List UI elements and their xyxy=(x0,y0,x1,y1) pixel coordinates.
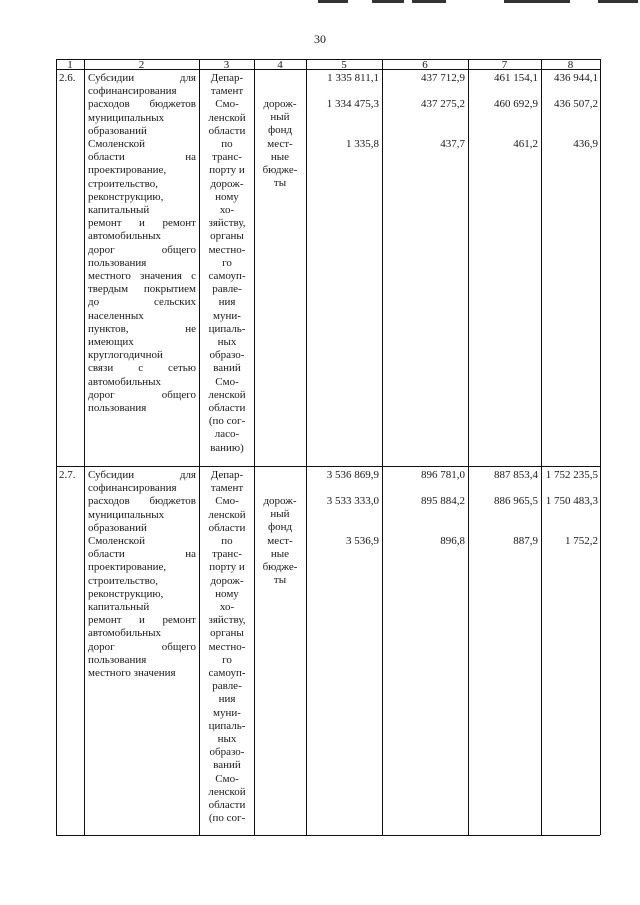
amount-cell: 895 884,2 xyxy=(421,495,465,507)
funding-source-line: ты xyxy=(273,177,287,190)
description-line: капитальный xyxy=(88,601,150,613)
description-line: проектирование, xyxy=(88,164,167,177)
executor-line: Депар- xyxy=(210,72,244,84)
funding-source-line: дорож- xyxy=(263,98,297,110)
funding-source-line: ный xyxy=(270,111,290,124)
scan-artifact-top xyxy=(504,0,570,3)
executor-line: ленской xyxy=(208,508,246,521)
scan-artifact-top xyxy=(372,0,404,3)
executor-line: равле- xyxy=(212,680,242,693)
description-line: связи с сетью xyxy=(88,362,196,375)
description-line: муниципальных xyxy=(88,111,165,124)
funding-source-line: мест- xyxy=(267,534,293,547)
description-line: Смоленской xyxy=(88,535,145,547)
col-header-5: 5 xyxy=(341,59,347,71)
executor-line: ных xyxy=(217,733,237,745)
description-line: круглогодичной xyxy=(88,349,163,362)
description-line: населенных xyxy=(88,309,144,322)
amount-cell: 1 335 811,1 xyxy=(327,72,379,84)
executor-line: ных xyxy=(217,336,237,348)
amount-cell: 887 853,4 xyxy=(494,469,538,481)
executor-line: области xyxy=(208,521,246,534)
description-line: Субсидии для xyxy=(88,469,196,481)
executor-line: зяйству, xyxy=(208,614,246,627)
funding-source-line: ный xyxy=(270,508,290,521)
executor-line: по xyxy=(221,535,233,547)
description-line: ремонт и ремонт xyxy=(88,217,196,230)
executor-line: самоуп- xyxy=(208,667,246,679)
executor-line: ленской xyxy=(208,111,246,124)
amount-cell: 437,7 xyxy=(440,138,465,150)
description-line: области на xyxy=(88,151,196,164)
page-number: 30 xyxy=(314,32,326,46)
amount-cell: 887,9 xyxy=(513,535,538,547)
scan-artifact-top xyxy=(318,0,348,3)
funding-source-line: ты xyxy=(273,574,287,587)
budget-table xyxy=(56,59,600,835)
description-line: капитальный xyxy=(88,204,150,216)
description-line: софинансирования xyxy=(88,482,177,495)
executor-line: Смо- xyxy=(215,772,239,785)
row-number: 2.6. xyxy=(59,72,76,84)
col-header-8: 8 xyxy=(567,59,574,71)
description-line: проектирование, xyxy=(88,561,167,574)
executor-line: ленской xyxy=(208,785,246,798)
funding-source-line: бюдже- xyxy=(262,164,298,176)
description-line: софинансирования xyxy=(88,85,177,98)
scan-artifact-top xyxy=(598,0,638,3)
description-line: реконструкцию, xyxy=(88,587,164,600)
scan-artifact-top xyxy=(412,0,446,3)
executor-line: ния xyxy=(218,296,236,309)
amount-cell: 436,9 xyxy=(573,138,598,150)
amount-cell: 461 154,1 xyxy=(494,72,538,84)
description-line: строительство, xyxy=(88,177,158,190)
description-line: Субсидии для xyxy=(88,72,196,84)
executor-line: (по сог- xyxy=(208,415,246,428)
description-line: до сельских xyxy=(88,296,196,309)
description-line: расходов бюджетов xyxy=(88,495,196,508)
executor-line: Смо- xyxy=(215,375,239,388)
col-header-3: 3 xyxy=(223,59,230,71)
executor-line: тамент xyxy=(210,85,244,98)
executor-line: порту и xyxy=(209,561,245,574)
description-line: пользования xyxy=(88,402,147,414)
description-line: автомобильных xyxy=(88,230,161,243)
description-line: реконструкцию, xyxy=(88,190,164,203)
executor-line: образо- xyxy=(209,746,245,759)
executor-line: зяйству, xyxy=(208,217,246,230)
description-line: дорог общего xyxy=(88,243,196,256)
executor-line: (по сог- xyxy=(208,812,246,825)
executor-line: тамент xyxy=(210,482,244,495)
description-line: автомобильных xyxy=(88,627,161,640)
executor-line: ципаль- xyxy=(208,322,246,335)
executor-line: го xyxy=(222,653,232,666)
executor-line: местно- xyxy=(208,640,246,653)
col-header-1: 1 xyxy=(67,59,73,71)
executor-line: ния xyxy=(218,693,236,706)
executor-line: муни- xyxy=(213,706,241,719)
description-line: Смоленской xyxy=(88,138,145,150)
executor-line: местно- xyxy=(208,243,246,256)
executor-line: хо- xyxy=(219,601,235,613)
executor-line: муни- xyxy=(213,309,241,322)
col-header-2: 2 xyxy=(138,59,145,71)
col-header-7: 7 xyxy=(501,59,508,71)
amount-cell: 437 275,2 xyxy=(421,98,465,110)
description-line: строительство, xyxy=(88,574,158,587)
col-header-4: 4 xyxy=(277,59,283,71)
description-line: пользования xyxy=(88,653,147,666)
description-line: пунктов, не xyxy=(88,322,196,335)
executor-line: области xyxy=(208,124,246,137)
executor-line: образо- xyxy=(209,349,245,362)
col-header-6: 6 xyxy=(422,59,428,71)
funding-source-line: ные xyxy=(270,150,290,163)
amount-cell: 3 536,9 xyxy=(346,535,379,547)
description-line: области на xyxy=(88,548,196,561)
executor-line: Смо- xyxy=(215,98,239,111)
description-line: дорог общего xyxy=(88,640,196,653)
amount-cell: 3 536 869,9 xyxy=(326,469,379,481)
executor-line: равле- xyxy=(212,283,242,296)
executor-line: ласо- xyxy=(214,428,240,441)
description-line: местного значения с xyxy=(88,270,196,282)
description-line: имеющих xyxy=(88,336,134,348)
description-line: пользования xyxy=(88,256,147,269)
amount-cell: 1 750 483,3 xyxy=(545,495,598,507)
amount-cell: 3 533 333,0 xyxy=(326,495,379,507)
amount-cell: 436 944,1 xyxy=(554,72,598,84)
executor-line: Смо- xyxy=(215,495,239,508)
amount-cell: 1 335,8 xyxy=(346,138,379,150)
executor-line: органы xyxy=(210,230,244,243)
amount-cell: 1 334 475,3 xyxy=(326,98,379,110)
funding-source-line: фонд xyxy=(267,521,293,534)
amount-cell: 1 752 235,5 xyxy=(545,469,598,481)
amount-cell: 1 752,2 xyxy=(565,535,598,547)
amount-cell: 436 507,2 xyxy=(554,98,598,110)
funding-source-line: ные xyxy=(270,547,290,560)
description-line: ремонт и ремонт xyxy=(88,614,196,627)
executor-line: области xyxy=(208,402,246,414)
amount-cell: 461,2 xyxy=(513,138,538,150)
executor-line: транс- xyxy=(212,151,242,164)
amount-cell: 437 712,9 xyxy=(421,72,465,84)
amount-cell: 460 692,9 xyxy=(494,98,538,110)
executor-line: го xyxy=(222,256,232,269)
funding-source-line: фонд xyxy=(267,124,293,137)
executor-line: дорож- xyxy=(210,574,244,587)
row-number: 2.7. xyxy=(59,469,76,481)
executor-line: дорож- xyxy=(210,177,244,190)
funding-source-line: мест- xyxy=(267,137,293,150)
funding-source-line: дорож- xyxy=(263,495,297,507)
description-line: муниципальных xyxy=(88,508,165,521)
amount-cell: 886 965,5 xyxy=(494,495,538,507)
executor-line: органы xyxy=(210,627,244,640)
description-line: автомобильных xyxy=(88,375,161,388)
executor-line: ванию) xyxy=(210,441,244,454)
executor-line: по xyxy=(221,138,233,150)
executor-line: ципаль- xyxy=(208,719,246,732)
executor-line: хо- xyxy=(219,204,235,216)
description-line: образований xyxy=(88,521,147,534)
description-line: местного значения xyxy=(88,667,176,679)
executor-line: ному xyxy=(215,587,239,600)
executor-line: ваний xyxy=(213,759,241,772)
description-line: дорог общего xyxy=(88,388,196,401)
funding-source-line: бюдже- xyxy=(262,561,298,573)
amount-cell: 896,8 xyxy=(440,535,465,547)
description-line: твердым покрытием xyxy=(88,283,196,296)
executor-line: области xyxy=(208,799,246,811)
amount-cell: 896 781,0 xyxy=(421,469,465,481)
executor-line: ваний xyxy=(213,362,241,375)
executor-line: транс- xyxy=(212,548,242,561)
executor-line: ному xyxy=(215,190,239,203)
description-line: образований xyxy=(88,124,147,137)
executor-line: Депар- xyxy=(210,469,244,481)
executor-line: самоуп- xyxy=(208,270,246,282)
description-line: расходов бюджетов xyxy=(88,98,196,111)
executor-line: порту и xyxy=(209,164,245,177)
executor-line: ленской xyxy=(208,388,246,401)
